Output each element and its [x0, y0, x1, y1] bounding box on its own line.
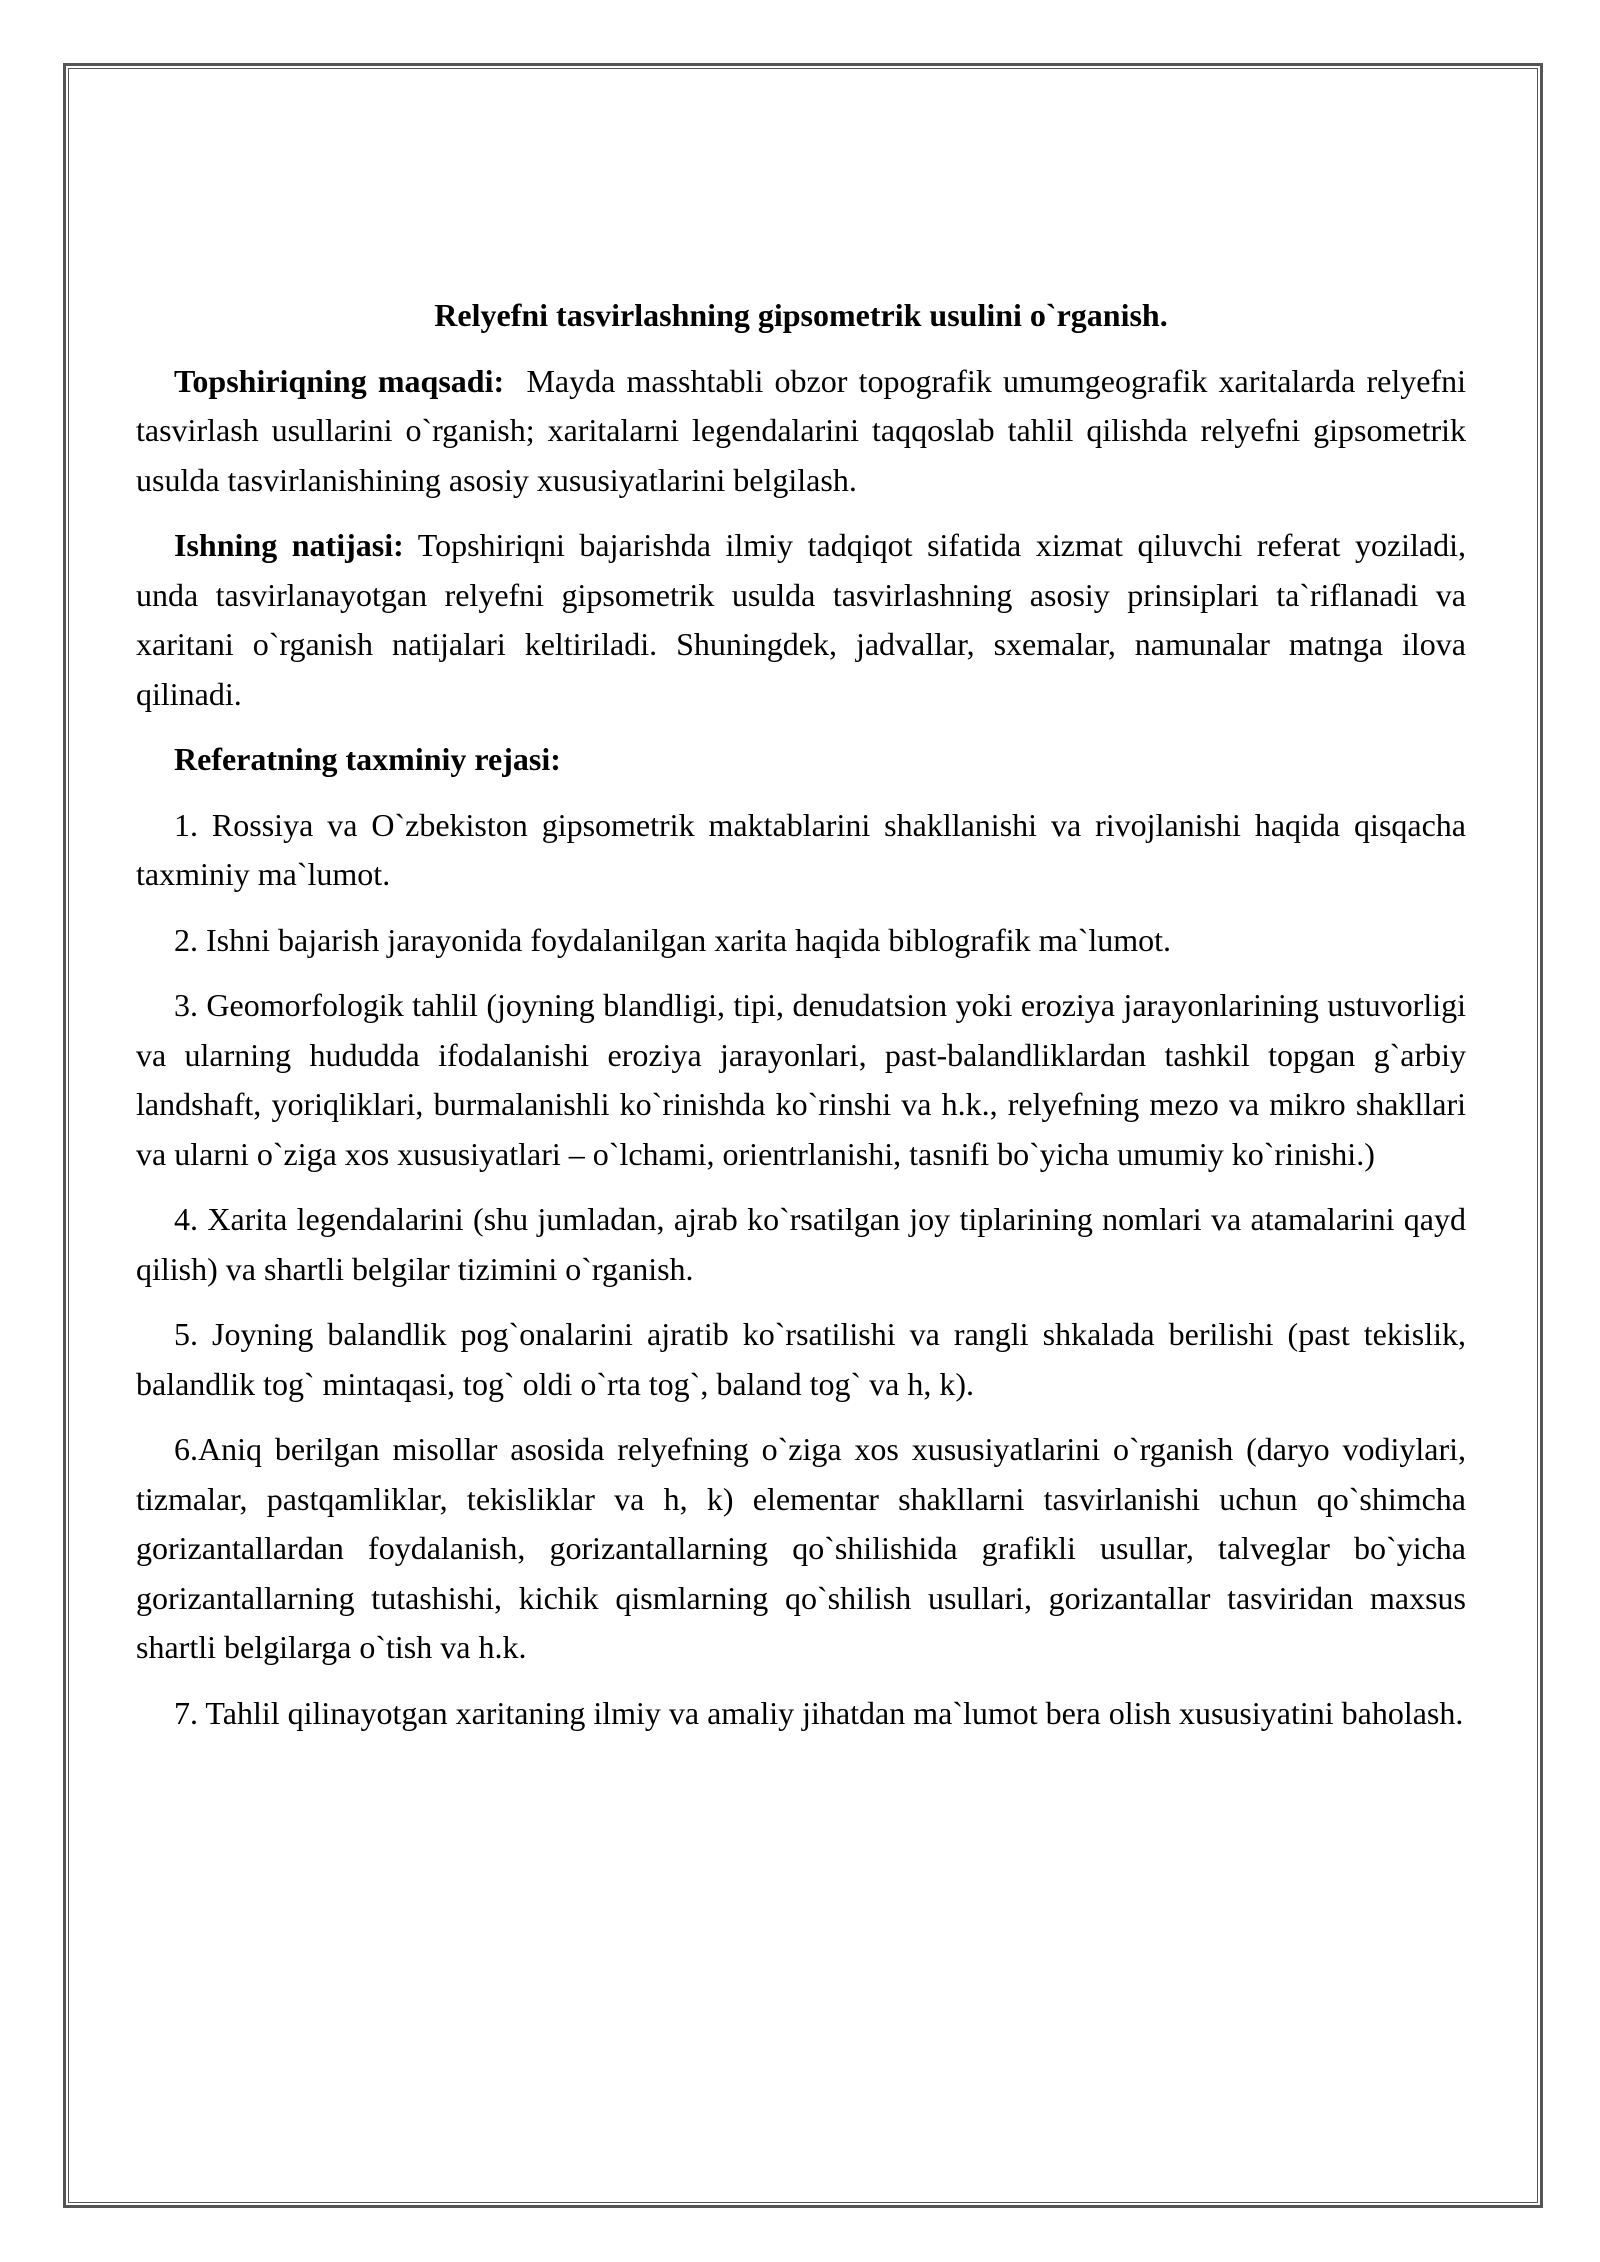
plan-item-4: 4. Xarita legendalarini (shu jumladan, ajrab ko`rsatilgan joy tiplarining nomlari va atamalarini qayd qilish) va shartli belgilar tizimini o`rganish. — [136, 1201, 1466, 1287]
document-body — [136, 291, 1466, 1754]
plan-item-7: 7. Tahlil qilinayotgan xaritaning ilmiy va amaliy jihatdan ma`lumot bera olish xususiyatini baholash. — [174, 1694, 1464, 1731]
result-paragraph — [136, 521, 1466, 719]
plan-item-3: 3. Geomorfologik tahlil (joyning blandligi, tipi, denudatsion yoki eroziya jarayonlarining ustuvorligi va ularning hududda ifodalanishi eroziya jarayonlari, past-balandliklardan tashkil topgan g`arbiy landshaft, yoriqliklari, burmalanishli ko`rinishda ko`rinshi va h.k., relyefning mezo va mikro shakllari va ularni o`ziga xos xususiyatlari – o`lchami, orientrlanishi, tasnifi bo`yicha umumiy ko`rinishi.) — [136, 987, 1466, 1172]
plan-item-6: 6.Aniq berilgan misollar asosida relyefning o`ziga xos xususiyatlarini o`rganish (daryo vodiylari, tizmalar, pastqamliklar, tekisliklar va h, k) elementar shakllarni tasvirlanishi uchun qo`shimcha gorizantallardan foydalanish, gorizantallarning qo`shilishida grafikli usullar, talveglar bo`yicha gorizantallarning tutashishi, kichik qismlarning qo`shilish usullari, gorizantallar tasviridan maxsus shartli belgilarga o`tish va h.k. — [136, 1431, 1466, 1665]
plan-item-2: 2. Ishni bajarish jarayonida foydalanilgan xarita haqida biblografik ma`lumot. — [174, 921, 1172, 958]
goal-paragraph — [136, 357, 1466, 506]
result-label: Ishning natijasi: — [174, 527, 404, 563]
document-title: Relyefni tasvirlashning gipsometrik usulini o`rganish. — [434, 297, 1168, 333]
plan-heading: Referatning taxminiy rejasi: — [174, 741, 561, 777]
goal-text: Mayda masshtabli obzor topografik umumgeografik xaritalarda relyefni tasvirlash usullarini o`rganish; xaritalarni legendalarini taqqoslab tahlil qilishda relyefni gipsometrik usulda tasvirlanishining asosiy xususiyatlarini belgilash. — [136, 362, 1467, 498]
goal-label: Topshiriqning maqsadi: — [174, 362, 505, 399]
result-text: Topshiriqni bajarishda ilmiy tadqiqot sifatida xizmat qiluvchi referat yoziladi, unda tasvirlanayotgan relyefni gipsometrik usulda tasvirlashning asosiy prinsiplari ta`riflanadi va xaritani o`rganish natijalari keltiriladi. Shuningdek, jadvallar, sxemalar, namunalar matnga ilova qilinadi. — [136, 527, 1467, 712]
plan-item-5: 5. Joyning balandlik pog`onalarini ajratib ko`rsatilishi va rangli shkalada berilishi (past tekislik, balandlik tog` mintaqasi, tog` oldi o`rta tog`, baland tog` va h, k). — [136, 1316, 1466, 1402]
plan-item-1: 1. Rossiya va O`zbekiston gipsometrik maktablarini shakllanishi va rivojlanishi haqida qisqacha taxminiy ma`lumot. — [136, 806, 1466, 892]
